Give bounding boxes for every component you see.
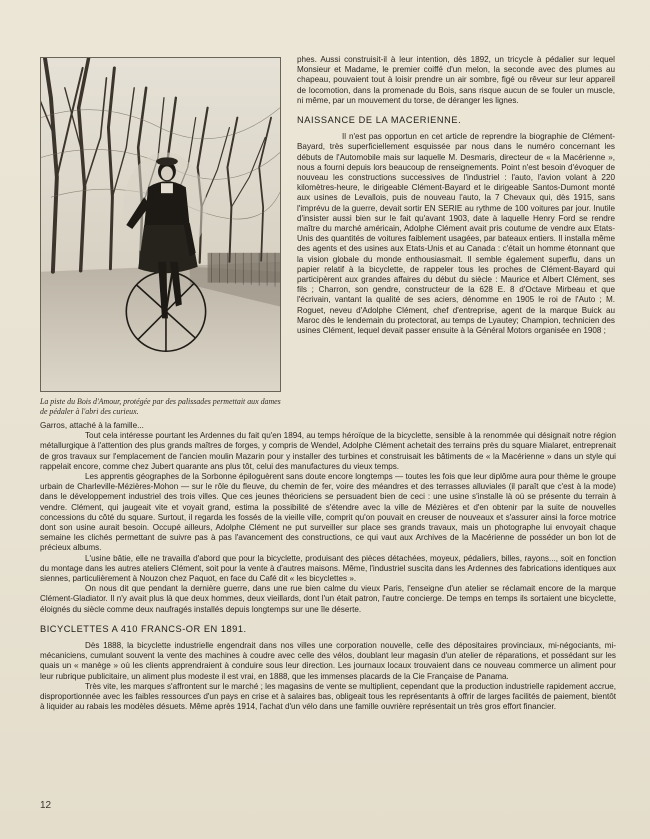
photo-caption: La piste du Bois d'Amour, protégée par des palissades permettait aux dames de pédaler à l'abri des curieux. — [40, 397, 281, 416]
paragraph-geographes: Les apprentis géographes de la Sorbonne épiloguèrent sans doute encore longtemps — toutes les fois que leur diplôme aura pour thème le groupe urbain de Charleville-Mézières-Mohon — sur le rôle du fleuve, du chemin de fer, voire des méandres et des terrasses alluviales (il paraît que c'est à la mode) dans le développement industriel des trois villes. Que ces jeunes théoriciens se persuadent bien de ceci : une usine s'installe là où se présente du terrain à vendre. Clément, qui jaugeait vite et voyait grand, estima la possibilité de s'étendre avec la ville de Mézières et d'en obtenir par la suite de nouvelles concessions du côté du square. Surtout, il regarda les fossés de la vieille ville, comprit qu'on pouvait en creuser de nouveaux et s'assurer ainsi la force motrice dont son usine aurait besoin. Occupé ailleurs, Adolphe Clément ne put surveiller sur place ses grands travaux, mais un photographe lui envoyait chaque semaine les clichés permettant de suivre pas à pas l'avancement des constructions, ce qui vaut aux Archives de la Macérienne de posséder un bon lot de précieux albums. — [40, 472, 616, 553]
right-column — [297, 55, 615, 336]
paragraph-marques: Très vite, les marques s'affrontent sur le marché ; les magasins de vente se multiplient, cependant que la production industrielle rapidement accrue, disproportionnée avec les faibles ressources d'un pays en crise et à salaires bas, obligeait tous les représentants à offrir de larges facilités de paiement, bientôt à liquider au rabais les modèles désuets. Même après 1914, l'achat d'un vélo dans une famille ouvrière représentait un très gros effort financier. — [40, 681, 616, 712]
section-heading-bicyclettes: BICYCLETTES A 410 FRANCS-OR EN 1891. — [40, 623, 247, 634]
photo-woman-on-bicycle — [40, 57, 281, 392]
full-width-text — [40, 421, 616, 712]
paragraph-guerre: On nous dit que pendant la dernière guerre, dans une rue bien calme du vieux Paris, l'enseigne d'un atelier se réclamait encore de la marque Clément-Gladiator. Il n'y avait plus là que deux hommes, deux vieillards, dont l'un était patron, l'autre concierge. De temps en temps ils sortaient une bicyclette, éloignés du siècle comme deux naufragés installés depuis longtemps sur une île déserte. — [40, 584, 616, 614]
section-heading-naissance: NAISSANCE DE LA MACERIENNE. — [297, 115, 462, 126]
bicycle-photo-illustration — [41, 58, 280, 391]
photo-block — [40, 57, 281, 394]
paragraph-1888: Dès 1888, la bicyclette industrielle engendrait dans nos villes une corporation nouvelle, celle des dépositaires provinciaux, mi-négociants, mi-mécaniciens, cumulant souvent la vente des machines à coudre avec celle des vélos, doublant leur magasin d'un atelier de réparations, et possédant sur les quais un « manège » où les clients apprendraient à conduire sous leur direction. Les journaux locaux trouvaient dans ce nouveau commerce un aliment pour leur rubrique publicitaire, un aliment plus modeste il est vrai, en 1888, que les immenses placards de la Cie Française de Panama. — [40, 641, 616, 681]
continuation-text: phes. Aussi construisit-il à leur intention, dès 1892, un tricycle à pédalier sur lequel Monsieur et Madame, le premier coiffé d'un melon, la seconde avec des plumes au chapeau, pouvaient tout à loisir prendre un air sombre, figé ou rêveur sur leur appareil de locomotion, dans la promenade du Bois, sans risque aucun de se fouler un muscle, ni même, par un mouvement du torse, de déranger les lignes. — [297, 55, 615, 105]
paragraph-ardennes: Tout cela intéresse pourtant les Ardennes du fait qu'en 1894, au temps héroïque de la bicyclette, sensible à la renommée qui désignait notre région métallurgique à l'attention des plus grands maîtres de forges, y compris de Wendel, Adolphe Clément achetait des terrains près du square Mialaret, entreprenait de gros travaux sur l'emplacement de l'ancien moulin Mazarin pour y installer des turbines et construisait les bâtiments de « la Macérienne » dans un style qui rappelait encore, comme chez Jubert quarante ans plus tôt, celui des manufactures du vieux temps. — [40, 431, 616, 471]
continuation-line: Garros, attaché à la famille... — [40, 421, 144, 430]
paragraph-biography: Il n'est pas opportun en cet article de reprendre la biographie de Clément-Bayard, très superficiellement esquissée par nous dans le numéro concernant les débuts de l'Automobile mais sur laquelle M. Desmaris, directeur de « la Macérienne », nous a fourni depuis lors beaucoup de renseignements. Point n'est besoin d'évoquer de nouveau les constructions successives de l'industriel : l'auto, l'avion volant à 220 kilomètres-heure, le dirigeable Clément-Bayard et le dirigeable Santos-Dumont monté aux usines de Levallois, puis de nouveau l'auto, la 7 Chevaux qui, dès 1915, sans l'imprévu de la guerre, devait sortir EN SERIE au rythme de 100 voitures par jour. Inutile d'insister aussi bien sur le fait qu'avant 1903, date à laquelle Henry Ford se rendre maître du marché américain, Adolphe Clément avait pris coutume de vendre aux Etats-Unis des quantités de voitures faiblement usagées, par bateaux entiers. Il installa même des agents et des usines aux Etats-Unis et au Canada : c'était un homme étonnant que la vision globale du monde enthousiasmait. Il semble également superflu, dans un papier relatif à la bicyclette, de rappeler tous les proches de Clément-Bayard qui participèrent aux grandes affaires du début du siècle : Maurice et Albert Clément, ses fils ; Charron, son gendre, constructeur de la 628 E. 8 d'Octave Mirbeau et que l'écrivain, vantant la qualité de ses aciers, dénomme en 1905 le roi de l'Auto ; M. Roguet, neveu d'Adolphe Clément, chef d'entreprise, agent de la marque Buick au Maroc dès le lendemain du protectorat, au temps de Lyautey; Champion, technicien des usines Clément, lequel devait passer ensuite à la Général Motors organisée en 1908 ; — [297, 132, 615, 336]
paragraph-usine: L'usine bâtie, elle ne travailla d'abord que pour la bicyclette, produisant des pièces détachées, moyeux, pédaliers, billes, rayons..., soit en fonction du montage dans les autres ateliers Clément, soit pour la vente à d'autres maisons. Même, l'industriel suscita dans les Ardennes des fabrications identiques aux siennes, particulièrement à Nouzon chez Paquot, en face du Café dit « les bicyclettes ». — [40, 553, 616, 584]
page-number: 12 — [40, 800, 52, 811]
